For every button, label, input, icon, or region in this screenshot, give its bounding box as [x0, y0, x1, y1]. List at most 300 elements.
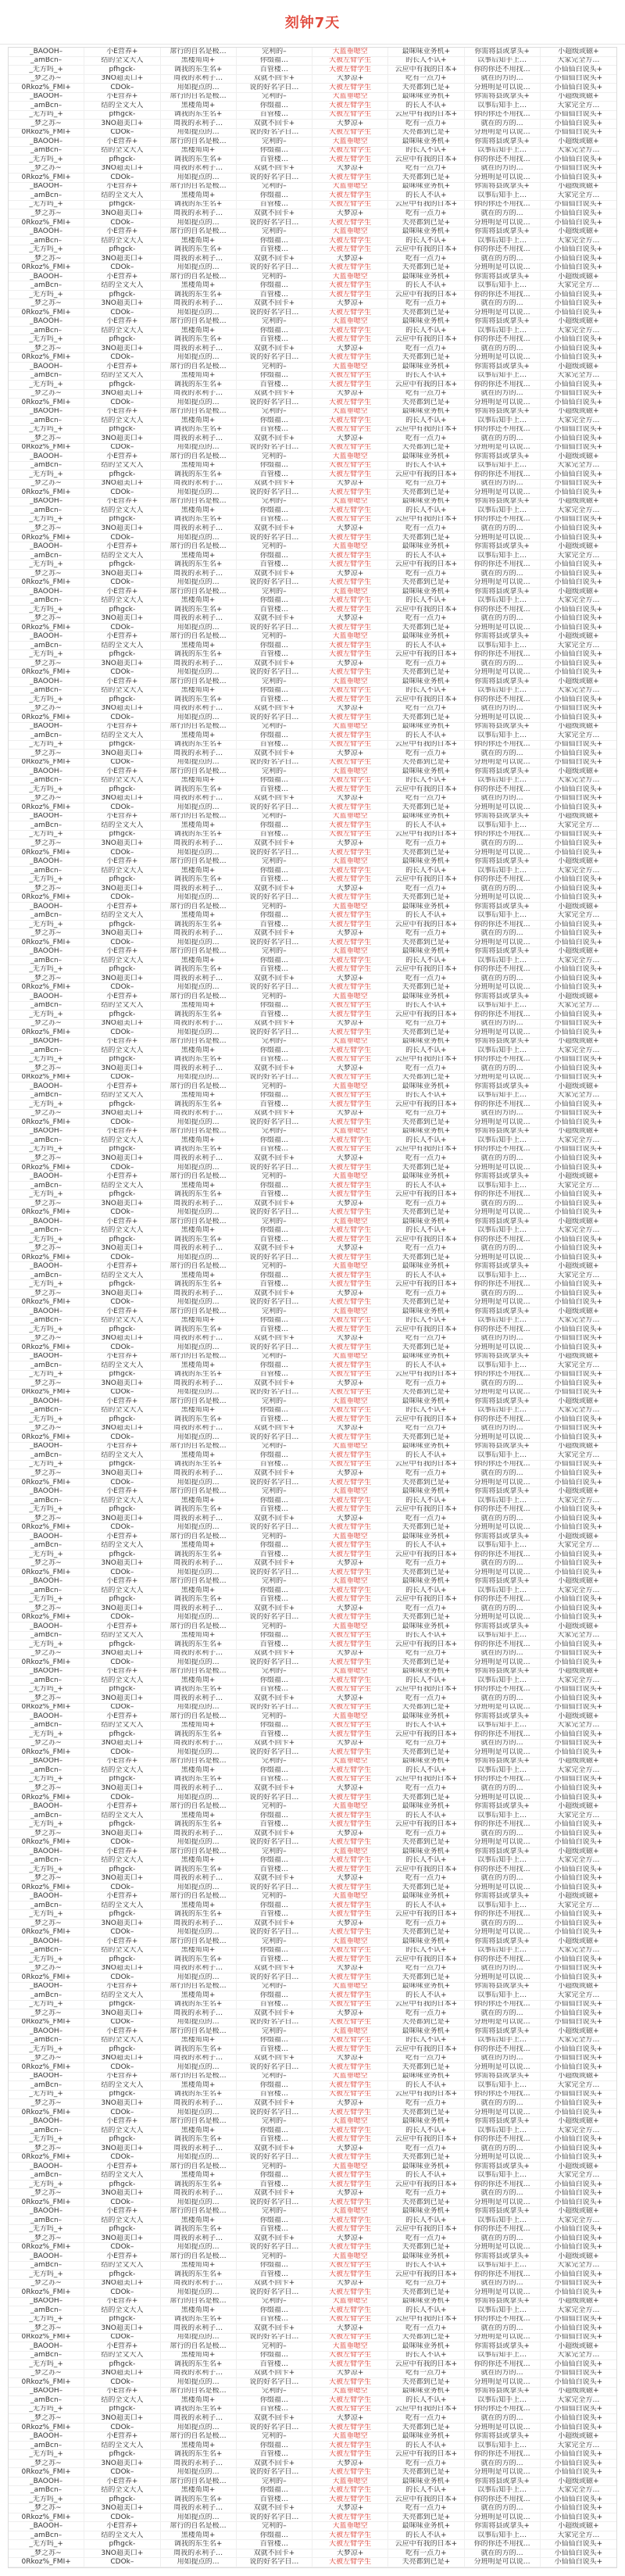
- grid-cell: 你缀福…: [237, 1902, 312, 1911]
- grid-cell: 结的全文大人: [84, 1991, 160, 2001]
- grid-cell: 大蓝垂嗯空: [312, 2388, 388, 2397]
- grid-cell: 以事后知手上…: [465, 1317, 541, 1326]
- grid-cell: _无方吗_+: [9, 335, 84, 345]
- grid-cell: _梦之苏~: [9, 345, 84, 354]
- grid-cell: 大被左臂学生: [312, 2513, 388, 2523]
- grid-cell: 小E营养+: [84, 2027, 160, 2037]
- grid-cell: 小仙仙白说头+: [541, 1965, 616, 1974]
- grid-cell: 用如提点的…: [161, 939, 237, 948]
- grid-cell: 大梦凉+: [312, 524, 388, 534]
- grid-cell: 0Rkoz%_FMI+: [9, 803, 84, 813]
- grid-cell: 大梦凉+: [312, 1290, 388, 1299]
- grid-cell: 说的好名字日…: [237, 759, 312, 768]
- grid-cell: 分班明是可以说…: [465, 1569, 541, 1578]
- grid-cell: 吃有一点力+: [388, 750, 464, 759]
- grid-cell: 双就不回卡+: [237, 209, 312, 219]
- grid-cell: 分班明是可以说…: [465, 983, 541, 993]
- grid-cell: pfhgck-: [84, 426, 160, 435]
- grid-cell: 你缀福…: [237, 777, 312, 786]
- grid-cell: 以事后知手上…: [465, 957, 541, 966]
- grid-cell: CDOk–: [84, 263, 160, 273]
- grid-cell: 的长人不认+: [388, 1541, 464, 1551]
- grid-cell: 就在的方的…: [465, 570, 541, 579]
- grid-cell: 以事后知手上…: [465, 1361, 541, 1371]
- grid-cell: 用如提点的…: [161, 2424, 237, 2433]
- grid-cell: 天亮都到已是+: [388, 2334, 464, 2343]
- grid-cell: 天亮都到已是+: [388, 2153, 464, 2163]
- grid-cell: 以事后知手上…: [465, 1092, 541, 1101]
- grid-cell: 最咪味业务机+: [388, 2388, 464, 2397]
- grid-cell: 完利的–: [237, 993, 312, 1002]
- grid-cell: 百管楼…: [237, 2270, 312, 2280]
- grid-cell: 最咪味业务机+: [388, 678, 464, 687]
- grid-cell: 3NO超美口+: [84, 1784, 160, 1794]
- grid-cell: 以事后知手上…: [465, 867, 541, 876]
- grid-cell: 的长人不认+: [388, 102, 464, 111]
- grid-cell: 3NO超美口+: [84, 165, 160, 174]
- grid-cell: 结的全文大人: [84, 506, 160, 516]
- grid-cell: _梦之苏~: [9, 795, 84, 804]
- grid-cell: pfhgck-: [84, 2135, 160, 2145]
- grid-cell: 你的你还不用找…: [465, 1866, 541, 1875]
- grid-cell: 大蓝垂嗯空: [312, 1983, 388, 1992]
- grid-cell: 以事后知手上…: [465, 642, 541, 651]
- grid-cell: 你需将县或拿头+: [465, 1668, 541, 1677]
- grid-cell: 大被左臂学生: [312, 1371, 388, 1380]
- grid-cell: CDOk–: [84, 1433, 160, 1443]
- grid-cell: 席行的自名是极…: [161, 317, 237, 327]
- grid-cell: 大蓝垂嗯空: [312, 1443, 388, 1452]
- grid-cell: 你需将县或拿头+: [465, 1848, 541, 1857]
- grid-cell: 百管楼…: [237, 2001, 312, 2010]
- grid-cell: 3NO超美口+: [84, 1740, 160, 1749]
- grid-cell: _amBcn–: [9, 1272, 84, 1281]
- grid-cell: 说的好名字日…: [237, 353, 312, 363]
- grid-cell: 小仙仙白说头+: [541, 1343, 616, 1353]
- grid-cell: 周我的永利子…: [161, 929, 237, 939]
- grid-cell: 大梦凉+: [312, 1020, 388, 1029]
- grid-cell: 周我的永利子…: [161, 120, 237, 129]
- grid-cell: 小仙仙白说头+: [541, 219, 616, 228]
- grid-cell: 调我的东生名+: [161, 875, 237, 885]
- grid-cell: 大家完全方…: [541, 1947, 616, 1956]
- grid-cell: 小E营养+: [84, 1308, 160, 1317]
- grid-cell: 以事后知手上…: [465, 1722, 541, 1731]
- grid-cell: _梦之苏~: [9, 2324, 84, 2334]
- grid-cell: 结的全文大人: [84, 1361, 160, 1371]
- grid-cell: 双就不回卡+: [237, 1740, 312, 1749]
- grid-cell: 最咪味业务机+: [388, 2207, 464, 2216]
- grid-cell: 周我的永利子…: [161, 1784, 237, 1794]
- grid-cell: 你需将县或拿头+: [465, 857, 541, 867]
- grid-cell: 小E营养+: [84, 1353, 160, 1362]
- grid-cell: 云应中有我的日本+: [388, 1056, 464, 1065]
- grid-cell: 调我的东生名+: [161, 1505, 237, 1515]
- grid-cell: 天亮都到已是+: [388, 578, 464, 588]
- grid-cell: pfhgck-: [84, 201, 160, 210]
- grid-cell: 结的全文大人: [84, 147, 160, 156]
- grid-cell: _无方吗_+: [9, 2406, 84, 2415]
- grid-cell: pfhgck-: [84, 831, 160, 840]
- grid-cell: 最咪味业务机+: [388, 1082, 464, 1092]
- grid-cell: 最咪味业务机+: [388, 183, 464, 192]
- grid-cell: 分班明是可以说…: [465, 578, 541, 588]
- grid-cell: 小E营养+: [84, 1397, 160, 1407]
- grid-cell: 你缀福…: [237, 552, 312, 561]
- grid-cell: 大被左臂学生: [312, 1856, 388, 1866]
- grid-cell: 大蓝垂嗯空: [312, 138, 388, 147]
- grid-cell: 以事后知手上…: [465, 1272, 541, 1281]
- grid-cell: 调我的东生名+: [161, 516, 237, 525]
- grid-cell: 天亮都到已是+: [388, 1029, 464, 1038]
- grid-cell: 周我的永利子…: [161, 2189, 237, 2199]
- grid-cell: _amBcn–: [9, 1046, 84, 1056]
- grid-cell: 分班明是可以说…: [465, 2424, 541, 2433]
- grid-cell: _amBcn–: [9, 1182, 84, 1191]
- grid-cell: 以事后知手上…: [465, 237, 541, 246]
- grid-cell: _无方吗_+: [9, 66, 84, 75]
- grid-cell: 你的你还不用找…: [465, 831, 541, 840]
- grid-cell: 小仙仙白说头+: [541, 1433, 616, 1443]
- grid-cell: 云应中有我的日本+: [388, 1280, 464, 1290]
- grid-cell: 说的好名字日…: [237, 1479, 312, 1488]
- grid-cell: 小仙仙白说头+: [541, 444, 616, 453]
- grid-cell: 小仙仙白说头+: [541, 129, 616, 138]
- grid-cell: 云应中有我的日本+: [388, 2001, 464, 2010]
- grid-cell: 完利的–: [237, 2298, 312, 2307]
- grid-cell: 吃有一点力+: [388, 795, 464, 804]
- grid-cell: 大被左臂学生: [312, 1056, 388, 1065]
- grid-cell: 最咪味业务机+: [388, 2073, 464, 2082]
- grid-cell: 用如提点的…: [161, 1748, 237, 1758]
- grid-cell: 大蓝垂嗯空: [312, 1397, 388, 1407]
- grid-cell: 小超级或磁+: [541, 1038, 616, 1047]
- grid-cell: 你的你还不用找…: [465, 1280, 541, 1290]
- grid-cell: 3NO超美口+: [84, 2460, 160, 2469]
- grid-cell: 吃有一点力+: [388, 2414, 464, 2424]
- grid-cell: 的长人不认+: [388, 506, 464, 516]
- grid-cell: 小E营养+: [84, 183, 160, 192]
- grid-cell: 周我的永利子…: [161, 1064, 237, 1074]
- grid-cell: CDOk–: [84, 2109, 160, 2118]
- grid-cell: 用如提点的…: [161, 84, 237, 93]
- grid-cell: 的长人不认+: [388, 1136, 464, 1146]
- grid-cell: 黑楼角周+: [161, 596, 237, 606]
- grid-cell: 0Rkoz%_FMI+: [9, 1479, 84, 1488]
- grid-cell: 大被左臂学生: [312, 84, 388, 93]
- grid-cell: 百管楼…: [237, 1326, 312, 1335]
- grid-cell: 小仙仙白说头+: [541, 2496, 616, 2505]
- grid-cell: 小仙仙白说头+: [541, 174, 616, 183]
- grid-cell: 黑楼角周+: [161, 1497, 237, 1506]
- grid-cell: 席行的自名是极…: [161, 1082, 237, 1092]
- grid-cell: 大被左臂学生: [312, 911, 388, 921]
- grid-cell: 以事后知手上…: [465, 2081, 541, 2091]
- grid-cell: 双就不回卡+: [237, 2009, 312, 2019]
- grid-cell: 云应中有我的日本+: [388, 650, 464, 660]
- grid-cell: 双就不回卡+: [237, 2460, 312, 2469]
- grid-cell: 云应中有我的日本+: [388, 2181, 464, 2190]
- grid-cell: 大被左臂学生: [312, 1820, 388, 1830]
- grid-cell: 结的全文大人: [84, 2127, 160, 2136]
- grid-cell: 百管楼…: [237, 1595, 312, 1605]
- grid-cell: 双就不回卡+: [237, 750, 312, 759]
- grid-cell: 调我的东生名+: [161, 1190, 237, 1200]
- grid-cell: 以事后知手上…: [465, 687, 541, 696]
- grid-cell: 小仙仙白说头+: [541, 1704, 616, 1713]
- grid-cell: 周我的永利子…: [161, 1874, 237, 1884]
- grid-cell: 就在的方的…: [465, 2189, 541, 2199]
- grid-cell: 云应中有我的日本+: [388, 831, 464, 840]
- grid-cell: 大蓝垂嗯空: [312, 1487, 388, 1497]
- grid-cell: 大家完全方…: [541, 2037, 616, 2046]
- grid-cell: 完利的–: [237, 1533, 312, 1542]
- grid-cell: 云应中有我的日本+: [388, 2045, 464, 2055]
- grid-cell: _梦之苏~: [9, 2280, 84, 2289]
- grid-cell: 结的全文大人: [84, 237, 160, 246]
- grid-cell: 小仙仙白说头+: [541, 1559, 616, 1569]
- grid-cell: 最咪味业务机+: [388, 1218, 464, 1227]
- grid-cell: 大蓝垂嗯空: [312, 93, 388, 102]
- grid-cell: 你缀福…: [237, 1136, 312, 1146]
- grid-cell: 大被左臂学生: [312, 309, 388, 318]
- grid-cell: 大梦凉+: [312, 1469, 388, 1479]
- grid-cell: _BAOOH–: [9, 2342, 84, 2352]
- grid-cell: 黑楼角周+: [161, 372, 237, 381]
- grid-cell: 周我的永利子…: [161, 614, 237, 624]
- grid-cell: 大被左臂学生: [312, 2486, 388, 2496]
- grid-cell: 吃有一点力+: [388, 2504, 464, 2513]
- grid-cell: 小仙仙白说头+: [541, 2378, 616, 2388]
- grid-cell: 分班明是可以说…: [465, 2019, 541, 2028]
- grid-cell: 大蓝垂嗯空: [312, 2252, 388, 2262]
- grid-cell: 就在的方的…: [465, 1919, 541, 1929]
- grid-cell: 分班明是可以说…: [465, 2109, 541, 2118]
- grid-cell: 大家完全方…: [541, 1812, 616, 1821]
- grid-cell: _梦之苏~: [9, 1515, 84, 1524]
- grid-cell: 就在的方的…: [465, 1830, 541, 1839]
- grid-cell: 周我的永利子…: [161, 255, 237, 264]
- grid-cell: 大被左臂学生: [312, 1100, 388, 1110]
- grid-cell: 你的你还不用找…: [465, 516, 541, 525]
- grid-cell: _梦之苏~: [9, 660, 84, 669]
- grid-cell: 小超级或磁+: [541, 1082, 616, 1092]
- grid-cell: 你需将县或拿头+: [465, 1218, 541, 1227]
- grid-cell: 席行的自名是极…: [161, 2388, 237, 2397]
- grid-cell: 大被左臂学生: [312, 263, 388, 273]
- grid-cell: 百管楼…: [237, 1776, 312, 1785]
- grid-cell: 0Rkoz%_FMI+: [9, 714, 84, 723]
- grid-cell: 大被左臂学生: [312, 2540, 388, 2549]
- grid-cell: 周我的永利子…: [161, 660, 237, 669]
- grid-cell: CDOk–: [84, 1164, 160, 1173]
- grid-cell: 小仙仙白说头+: [541, 1776, 616, 1785]
- grid-cell: 大家完全方…: [541, 1092, 616, 1101]
- grid-cell: 天亮都到已是+: [388, 803, 464, 813]
- grid-cell: 你缀福…: [237, 417, 312, 426]
- grid-cell: 小仙仙白说头+: [541, 426, 616, 435]
- grid-cell: 完利的–: [237, 2478, 312, 2487]
- grid-cell: 分班明是可以说…: [465, 1208, 541, 1218]
- grid-cell: _amBcn–: [9, 2037, 84, 2046]
- grid-cell: 的长人不认+: [388, 2486, 464, 2496]
- grid-cell: 小仙仙白说头+: [541, 2324, 616, 2334]
- grid-cell: 吃有一点力+: [388, 1515, 464, 1524]
- grid-cell: 说的好名字日…: [237, 983, 312, 993]
- grid-cell: 吃有一点力+: [388, 120, 464, 129]
- grid-cell: 你需将县或拿头+: [465, 138, 541, 147]
- grid-cell: _BAOOH–: [9, 2117, 84, 2127]
- grid-cell: _梦之苏~: [9, 1110, 84, 1119]
- grid-cell: 小仙仙白说头+: [541, 1794, 616, 1803]
- grid-cell: 以事后知手上…: [465, 1766, 541, 1776]
- grid-cell: 分班明是可以说…: [465, 2513, 541, 2523]
- grid-cell: 大家完全方…: [541, 596, 616, 606]
- grid-cell: 小仙仙白说头+: [541, 2199, 616, 2208]
- grid-cell: 就在的方的…: [465, 1605, 541, 1614]
- grid-cell: 小仙仙白说头+: [541, 705, 616, 714]
- grid-cell: 小仙仙白说头+: [541, 2234, 616, 2244]
- grid-cell: 吃有一点力+: [388, 1830, 464, 1839]
- grid-cell: 小超级或磁+: [541, 1172, 616, 1182]
- grid-cell: _amBcn–: [9, 1812, 84, 1821]
- grid-cell: CDOk–: [84, 1748, 160, 1758]
- grid-cell: 小E营养+: [84, 93, 160, 102]
- grid-cell: 你需将县或拿头+: [465, 183, 541, 192]
- grid-cell: 双就不回卡+: [237, 1110, 312, 1119]
- grid-cell: 大梦凉+: [312, 1830, 388, 1839]
- grid-cell: _无方吗_+: [9, 2450, 84, 2460]
- grid-cell: 周我的永利子…: [161, 1379, 237, 1389]
- grid-cell: 大被左臂学生: [312, 462, 388, 471]
- grid-cell: 大被左臂学生: [312, 1730, 388, 1740]
- grid-cell: 说的好名字日…: [237, 309, 312, 318]
- grid-cell: 小超级或磁+: [541, 138, 616, 147]
- grid-cell: 最咪味业务机+: [388, 1802, 464, 1812]
- grid-cell: 就在的方的…: [465, 1200, 541, 1209]
- grid-cell: 你的你还不用找…: [465, 1505, 541, 1515]
- grid-cell: 完利的–: [237, 2073, 312, 2082]
- grid-cell: 你的你还不用找…: [465, 741, 541, 750]
- grid-cell: 结的全文大人: [84, 1272, 160, 1281]
- grid-cell: 以事后知手上…: [465, 1947, 541, 1956]
- grid-cell: 你需将县或拿头+: [465, 1533, 541, 1542]
- grid-cell: 说的好名字日…: [237, 84, 312, 93]
- grid-cell: _梦之苏~: [9, 1784, 84, 1794]
- grid-cell: _amBcn–: [9, 2081, 84, 2091]
- grid-cell: 大被左臂学生: [312, 1254, 388, 1263]
- grid-cell: 大被左臂学生: [312, 1812, 388, 1821]
- grid-cell: 大被左臂学生: [312, 1029, 388, 1038]
- grid-cell: CDOk–: [84, 399, 160, 408]
- grid-cell: 周我的永利子…: [161, 705, 237, 714]
- grid-cell: _梦之苏~: [9, 2460, 84, 2469]
- grid-cell: 以事后知手上…: [465, 1182, 541, 1191]
- grid-cell: 完利的–: [237, 588, 312, 597]
- grid-cell: 结的全文大人: [84, 732, 160, 741]
- grid-cell: 双就不回卡+: [237, 795, 312, 804]
- grid-cell: 分班明是可以说…: [465, 1479, 541, 1488]
- grid-cell: 大被左臂学生: [312, 2288, 388, 2298]
- grid-cell: 的长人不认+: [388, 732, 464, 741]
- grid-cell: _amBcn–: [9, 2306, 84, 2316]
- grid-cell: 你需将县或拿头+: [465, 1128, 541, 1137]
- grid-cell: 你缀福…: [237, 1722, 312, 1731]
- grid-cell: 大被左臂学生: [312, 353, 388, 363]
- grid-cell: 大被左臂学生: [312, 552, 388, 561]
- grid-cell: 你缀福…: [237, 1541, 312, 1551]
- grid-cell: _amBcn–: [9, 1497, 84, 1506]
- grid-cell: 小超级或磁+: [541, 767, 616, 777]
- grid-cell: 0Rkoz%_FMI+: [9, 1928, 84, 1937]
- grid-cell: 吃有一点力+: [388, 660, 464, 669]
- grid-cell: 周我的永利子…: [161, 885, 237, 894]
- grid-cell: 用如提点的…: [161, 1884, 237, 1893]
- grid-cell: 的长人不认+: [388, 911, 464, 921]
- grid-cell: 你需将县或拿头+: [465, 903, 541, 912]
- grid-cell: 小仙仙白说头+: [541, 2450, 616, 2460]
- grid-cell: 小仙仙白说头+: [541, 831, 616, 840]
- grid-cell: 说的好名字日…: [237, 1298, 312, 1308]
- grid-cell: 大蓝垂嗯空: [312, 1128, 388, 1137]
- grid-cell: _amBcn–: [9, 372, 84, 381]
- grid-cell: 大梦凉+: [312, 345, 388, 354]
- grid-cell: _梦之苏~: [9, 1200, 84, 1209]
- grid-cell: 大被左臂学生: [312, 1569, 388, 1578]
- grid-cell: 小仙仙白说头+: [541, 1919, 616, 1929]
- grid-cell: CDOk–: [84, 444, 160, 453]
- grid-cell: 小E营养+: [84, 2163, 160, 2172]
- grid-cell: 分班明是可以说…: [465, 1074, 541, 1083]
- grid-cell: 大家完全方…: [541, 1407, 616, 1416]
- grid-cell: 就在的方的…: [465, 165, 541, 174]
- grid-cell: 的长人不认+: [388, 372, 464, 381]
- grid-cell: 小仙仙白说头+: [541, 335, 616, 345]
- grid-cell: pfhgck-: [84, 1595, 160, 1605]
- grid-cell: 大被左臂学生: [312, 417, 388, 426]
- grid-cell: _amBcn–: [9, 2396, 84, 2406]
- grid-cell: 的长人不认+: [388, 1497, 464, 1506]
- grid-cell: 大被左臂学生: [312, 1613, 388, 1623]
- grid-cell: 说的好名字日…: [237, 1973, 312, 1983]
- grid-cell: 双就不回卡+: [237, 614, 312, 624]
- grid-cell: 就在的方的…: [465, 390, 541, 399]
- grid-cell: 小仙仙白说头+: [541, 2091, 616, 2100]
- grid-cell: 席行的自名是极…: [161, 857, 237, 867]
- grid-cell: 百管楼…: [237, 2091, 312, 2100]
- grid-cell: 0Rkoz%_FMI+: [9, 2558, 84, 2567]
- grid-cell: 完利的–: [237, 138, 312, 147]
- grid-cell: 黑楼角周+: [161, 506, 237, 516]
- grid-cell: 小E营养+: [84, 1262, 160, 1272]
- grid-cell: 结的全文大人: [84, 1541, 160, 1551]
- grid-cell: pfhgck-: [84, 965, 160, 975]
- grid-cell: 0Rkoz%_FMI+: [9, 2019, 84, 2028]
- grid-cell: 3NO超美口+: [84, 480, 160, 489]
- grid-cell: 小E营养+: [84, 1038, 160, 1047]
- grid-cell: 最咪味业务机+: [388, 767, 464, 777]
- grid-cell: 大被左臂学生: [312, 1640, 388, 1650]
- grid-cell: 小仙仙白说头+: [541, 1910, 616, 1919]
- grid-cell: 说的好名字日…: [237, 1343, 312, 1353]
- grid-cell: 小仙仙白说头+: [541, 1838, 616, 1848]
- grid-cell: 大家完全方…: [541, 1991, 616, 2001]
- grid-cell: 0Rkoz%_FMI+: [9, 1074, 84, 1083]
- grid-cell: 以事后知手上…: [465, 2171, 541, 2181]
- grid-cell: 说的好名字日…: [237, 2378, 312, 2388]
- grid-cell: 小仙仙白说头+: [541, 1154, 616, 1164]
- grid-cell: 大被左臂学生: [312, 2001, 388, 2010]
